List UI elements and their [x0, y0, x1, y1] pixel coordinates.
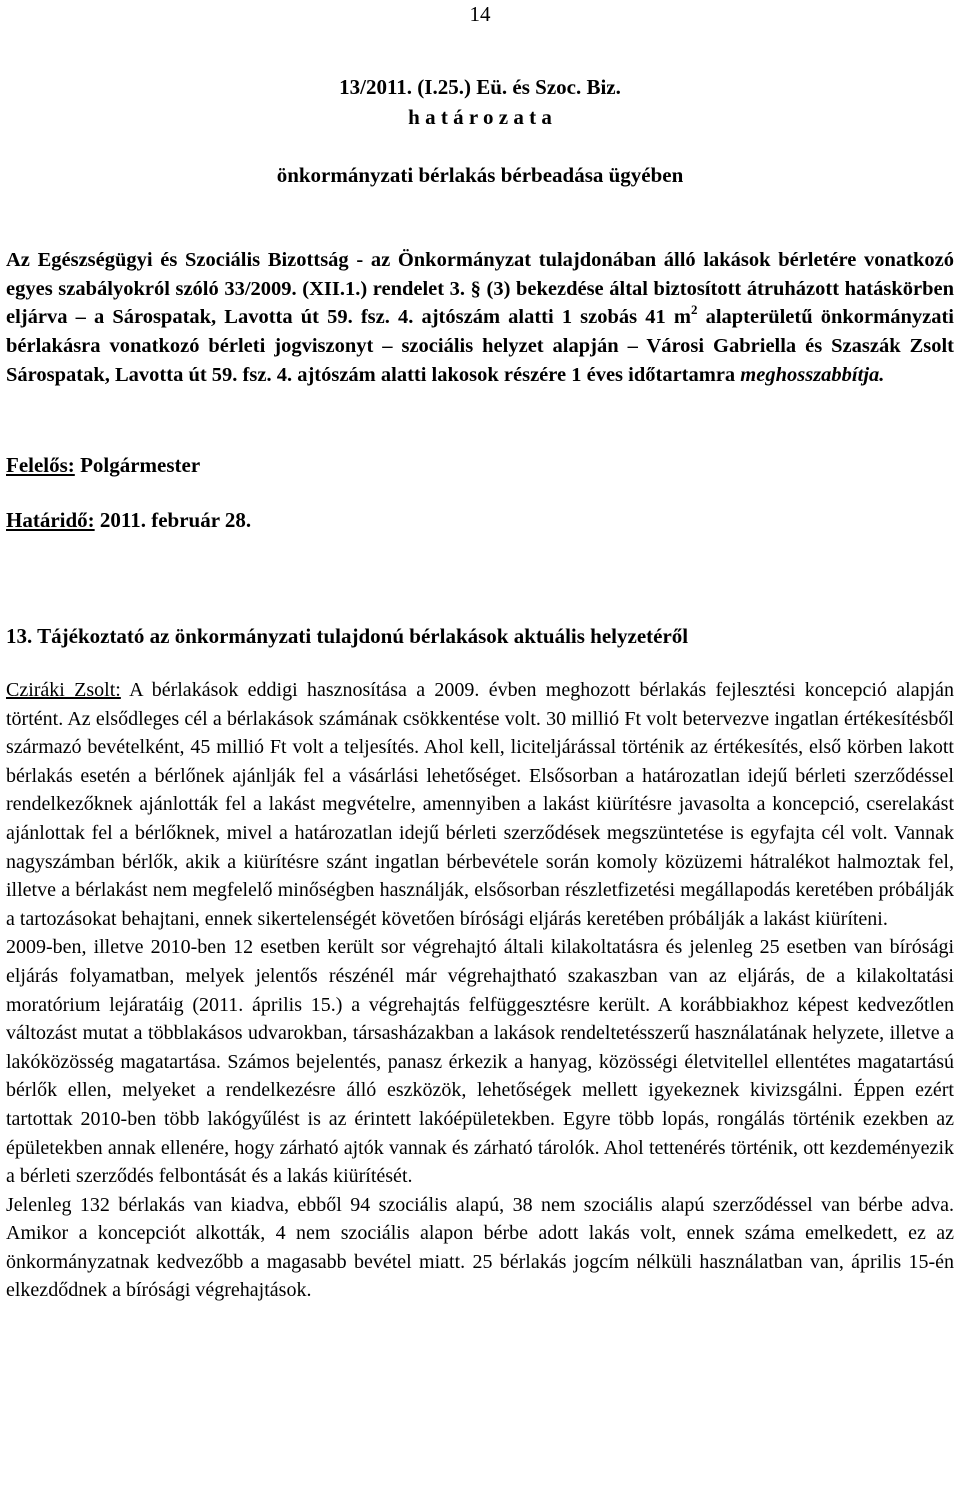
resolution-text-continued: alapterületű önkormányzati bérlakásra vonatkozó bérleti jogviszonyt – szociális helyzet alapján – Városi Gabriella és Szaszák Zsolt Sárospatak, Lavotta út 59. fsz. 4. ajtószám alatti lakosok részére 1 éves időtartamra	[6, 306, 954, 386]
resolution-text: Az Egészségügyi és Szociális Bizottság - az Önkormányzat tulajdonában álló lakások bérletére vonatkozó egyes szabályokról szóló 33/2009. (XII.1.) rendelet 3. § (3) bekezdése által biztosított átruházott hatáskörben eljárva – a Sárospatak, Lavotta út 59. fsz. 4. ajtószám alatti 1 szobás 41 m	[6, 249, 954, 329]
report-paragraph-text: A bérlakások eddigi hasznosítása a 2009. évben meghozott bérlakás fejlesztési koncepció alapján történt. Az elsődleges cél a bérlakások számának csökkentése volt. 30 millió Ft volt betervezve ingatlan értékesítésből származó bevételként, 45 millió Ft volt a teljesítés. Ahol kell, liciteljárással történik az értékesítés, első körben lakott bérlakás esetén a bérlőnek ajánlják fel a vásárlási lehetőséget. Elsősorban a határozatlan idejű bérleti szerződéssel rendelkezőknek ajánlották fel a lakást megvételre, amennyiben a lakást kiürítésre javasolta a koncepció, cserelakást ajánlottak fel a bérlőknek, mivel a határozatlan idejű bérleti szerződések megszüntetése is egyfajta cél volt. Vannak nagyszámban bérlők, akik a kiürítésre szánt ingatlan bérbevétele során komoly közüzemi hátralékot halmoztak fel, illetve a bérlakást nem megfelelő minőségben használják, elsősorban részletfizetési megállapodás keretében próbálják a tartozásokat behajtani, ennek sikertelenségét követően bírósági eljárás keretében próbálják a lakást kiüríteni.	[6, 679, 955, 930]
area-superscript: 2	[690, 302, 698, 318]
resolution-heading: h a t á r o z a t a	[408, 105, 552, 129]
deadline-label: Határidő:	[6, 508, 95, 532]
resolution-body	[6, 246, 954, 390]
deadline-line	[6, 505, 954, 535]
report-paragraph	[6, 676, 954, 933]
responsible-value: Polgármester	[74, 453, 201, 477]
responsible-label: Felelős:	[6, 453, 75, 477]
report-paragraph: 2009-ben, illetve 2010-ben 12 esetben került sor végrehajtó általi kilakoltatásra és jelenleg 25 esetben van bírósági eljárás folyamatban, melyek jelentős részénél már végrehajtható szakaszban van az eljárás, de a kilakoltatási moratórium lejáratáig (2011. április 15.) a végrehajtás felfüggesztésre került. A korábbiakhoz képest kedvezőtlen változást mutat a többlakásos udvarokban, társasházakban a lakások rendeltetésszerű használatának helyzete, illetve a lakóközösség magatartása. Számos bejelentés, panasz érkezik a hanyag, közösségi életvitellel ellentétes magatartású bérlők ellen, melyeket a rendelkezésre álló eszközök, lehetőségek mellett igyekeznek kivizsgálni. Éppen ezért tartottak 2010-ben több lakógyűlést is az érintett lakóépületekben. Egyre több lopás, rongálás történik ezekben az épületekben annak ellenére, hogy zárható ajtók vannak és zárható tárolók. Ahol tettenérés történik, ott kezdeményezik a bérleti szerződés felbontását és a lakás kiürítését.	[6, 936, 954, 1188]
page-number: 14	[469, 2, 491, 26]
deadline-value: 2011. február 28.	[94, 508, 252, 532]
resolution-number: 13/2011. (I.25.) Eü. és Szoc. Biz.	[339, 75, 621, 99]
speaker-name: Cziráki Zsolt:	[6, 679, 121, 701]
responsible-line	[6, 450, 954, 480]
agenda-item-title: 13. Tájékoztató az önkormányzati tulajdonú bérlakások aktuális helyzetéről	[6, 624, 689, 648]
resolution-header	[0, 72, 960, 190]
resolution-verb: meghosszabbítja.	[740, 363, 885, 386]
report-text	[6, 676, 954, 1305]
resolution-subject: önkormányzati bérlakás bérbeadása ügyében	[276, 163, 684, 187]
report-paragraph: Jelenleg 132 bérlakás van kiadva, ebből 94 szociális alapú, 38 nem szociális alapú szerződéssel van bérbe adva. Amikor a koncepciót alkották, 4 nem szociális alapon bérbe adott lakás volt, ennek száma emelkedett, ez az önkormányzatnak kedvezőbb a magasabb bevétel miatt. 25 bérlakás jogcím nélküli használatban van, április 15-én elkezdődnek a bírósági végrehajtások.	[6, 1193, 954, 1302]
